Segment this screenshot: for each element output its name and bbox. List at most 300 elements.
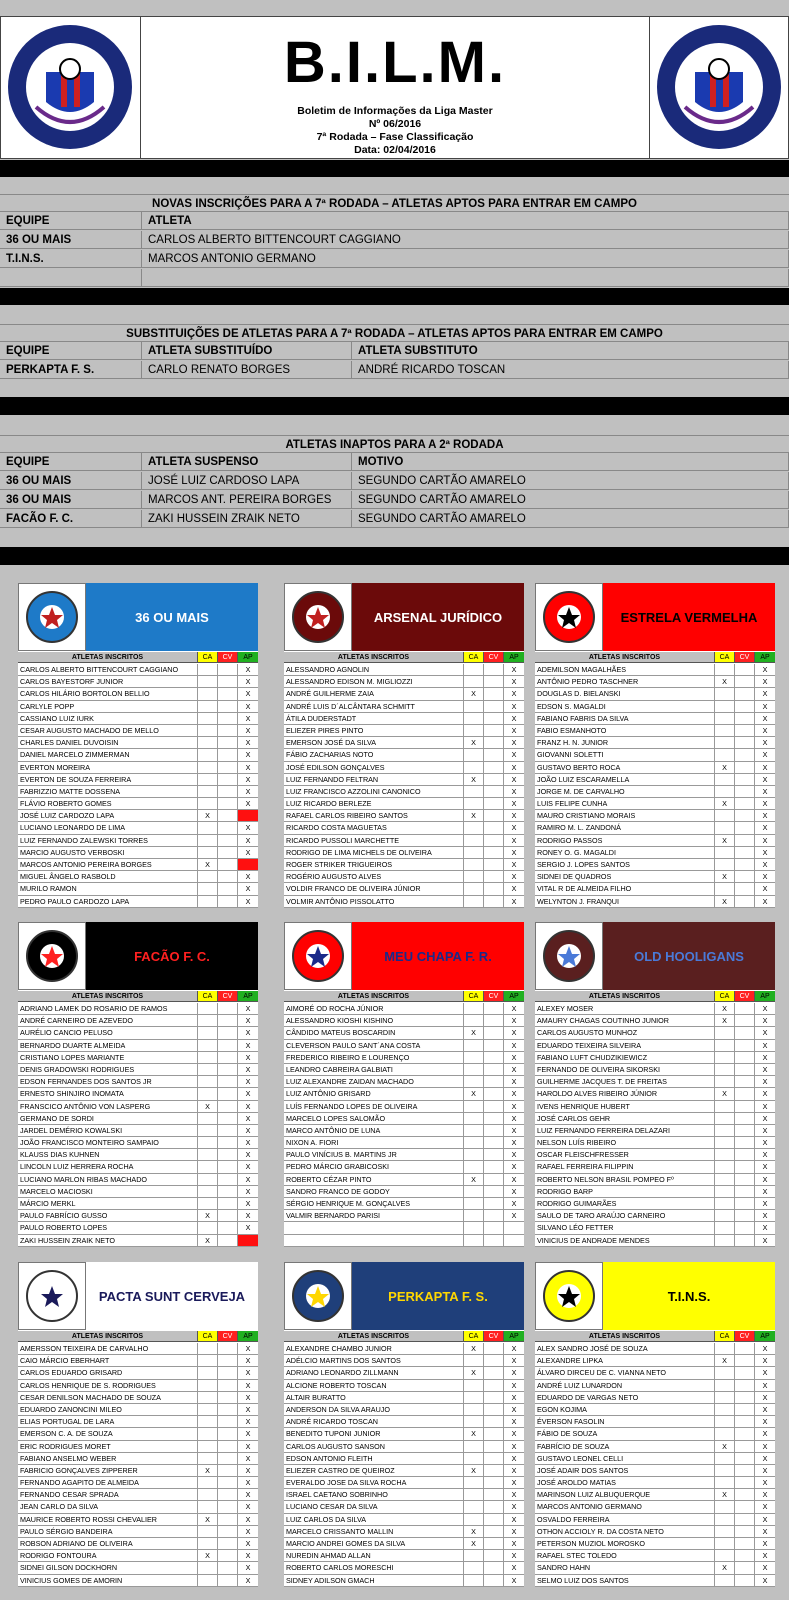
player-ca [198,701,218,712]
player-cv [735,871,755,882]
team-column-headers [284,652,524,663]
player-ca [464,1210,484,1221]
player-row [535,1465,775,1477]
player-ca: X [464,810,484,821]
player-name: LUÍS FERNANDO LOPES DE OLIVEIRA [284,1101,464,1112]
player-name: ALTAIR BURATTO [284,1392,464,1403]
player-ap: X [762,1441,768,1451]
team-name: ARSENAL JURÍDICO [352,583,524,651]
col-header-cv: CV [735,1331,755,1341]
player-ap: X [762,738,768,748]
player-ca [715,737,735,748]
player-ca [715,749,735,760]
player-ca [198,786,218,797]
player-cv [735,701,755,712]
player-row [535,1064,775,1076]
player-row [284,1040,524,1052]
player-name: SERGIO J. LOPES SANTOS [535,859,715,870]
player-ap: X [762,1539,768,1548]
player-ca: X [715,871,735,882]
col-header-atletas: ATLETAS INSCRITOS [18,1331,198,1341]
player-ap: X [762,1004,768,1013]
player-name: MARINSON LUIZ ALBUQUERQUE [535,1489,715,1500]
player-name: MARCELO LOPES SALOMÃO [284,1113,464,1124]
player-ap: X [245,872,251,882]
player-cv [484,1174,504,1185]
player-cv [735,810,755,821]
player-row [535,798,775,810]
player-cv [218,896,238,907]
team-name: FACÃO F. C. [86,922,258,990]
player-ap: X [762,1502,768,1512]
player-ca [198,1137,218,1148]
player-row [18,896,258,908]
player-row [535,871,775,883]
player-ap: X [245,1101,251,1111]
player-name: CARLOS ALBERTO BITTENCOURT CAGGIANO [18,664,198,675]
player-name: EMERSON C. A. DE SOUZA [18,1428,198,1439]
team-column-headers [284,1331,524,1342]
player-cv [218,713,238,724]
inaptos-row: FACÃO F. C. ZAKI HUSSEIN ZRAIK NETO SEGUNDO CARTÃO AMARELO [0,510,789,528]
player-cv [218,1514,238,1525]
player-row [284,1149,524,1161]
player-ca [198,1161,218,1172]
player-row [535,1416,775,1428]
player-ca [198,1040,218,1051]
player-ap: X [762,1478,768,1488]
player-ap: X [511,1563,517,1573]
team-logo-icon [284,922,352,990]
player-cv [484,676,504,687]
player-row [18,749,258,761]
player-ap: X [245,713,251,723]
player-cv [218,1222,238,1233]
player-ca [198,1015,218,1026]
player-ap: X [245,1392,251,1402]
player-ap: X [511,847,517,857]
player-ap: X [245,1344,251,1353]
player-ca [198,1538,218,1549]
player-row [18,664,258,676]
player-ca [198,664,218,675]
player-row [284,1125,524,1137]
player-cv [735,859,755,870]
player-ca [198,1125,218,1136]
player-ca [715,1501,735,1512]
player-name: CARLYLE POPP [18,701,198,712]
player-ap: X [245,1429,251,1439]
player-ap: X [511,1526,517,1536]
player-cv [218,749,238,760]
player-name: GUSTAVO LEONEL CELLI [535,1453,715,1464]
player-row [18,883,258,895]
player-name: EGON KOJIMA [535,1404,715,1415]
player-ca [464,1113,484,1124]
player-ap: X [245,1417,251,1427]
player-cv [484,1355,504,1366]
player-ap: X [762,1514,768,1524]
player-row [535,859,775,871]
player-name: CÂNDIDO MATEUS BOSCARDIN [284,1027,464,1038]
player-cv [484,1015,504,1026]
player-name: RODRIGO GUIMARÃES [535,1198,715,1209]
player-name: NUREDIN AHMAD ALLAN [284,1550,464,1561]
player-row [535,1137,775,1149]
player-cv [484,1125,504,1136]
player-ap: X [245,823,251,833]
player-cv [735,1027,755,1038]
player-ca [715,1235,735,1246]
player-row [18,1538,258,1550]
player-ap: X [762,1429,768,1439]
player-name: LEANDRO CABREIRA GALBIATI [284,1064,464,1075]
player-ap: X [762,725,768,735]
player-ap: X [245,1223,251,1233]
player-row [18,688,258,700]
player-cv [484,1416,504,1427]
player-cv [735,883,755,894]
player-cv [484,1538,504,1549]
player-name: RAFAEL STEC TOLEDO [535,1550,715,1561]
player-ap: X [511,1004,517,1013]
player-row [535,762,775,774]
player-ap: X [511,1089,517,1099]
player-ca [464,1198,484,1209]
player-name: FABRIZZIO MATTE DOSSENA [18,786,198,797]
player-row [284,737,524,749]
player-ap: X [245,1551,251,1561]
player-ca: X [464,1174,484,1185]
player-ca: X [198,1550,218,1561]
col-header-atletas: ATLETAS INSCRITOS [284,652,464,662]
col-header-cv: CV [735,652,755,662]
player-cv [218,835,238,846]
player-ap: X [762,1186,768,1196]
player-name: VALMIR BERNARDO PARISI [284,1210,464,1221]
player-ca [715,1550,735,1561]
player-name: HAROLDO ALVES RIBEIRO JÚNIOR [535,1088,715,1099]
player-ca: X [715,1003,735,1014]
player-ap: X [245,1465,251,1475]
player-ca: X [715,1015,735,1026]
player-cv [735,1137,755,1148]
player-ap: X [245,835,251,845]
player-cv [218,1088,238,1099]
player-ap: X [511,1465,517,1475]
player-row [18,1186,258,1198]
player-name: MARCOS ANTONIO PEREIRA BORGES [18,859,198,870]
player-ca [464,676,484,687]
player-name: JOSÉ ADAIR DOS SANTOS [535,1465,715,1476]
player-ap: X [245,786,251,796]
player-ap: X [245,1441,251,1451]
player-ap: X [245,896,251,906]
player-cv [218,737,238,748]
player-ap: X [511,1101,517,1111]
player-cv [735,676,755,687]
player-cv [484,1064,504,1075]
player-row [284,1210,524,1222]
player-name: FERNANDO CESAR SPRADA [18,1489,198,1500]
player-row [535,1076,775,1088]
player-row [18,1174,258,1186]
player-row [284,1003,524,1015]
player-cv [218,725,238,736]
player-ca [464,1501,484,1512]
player-name: ROBERTO NELSON BRASIL POMPEO Fº [535,1174,715,1185]
player-name: CARLOS HILÁRIO BORTOLON BELLIO [18,688,198,699]
player-ca [198,1064,218,1075]
player-ca [715,1027,735,1038]
player-cv [484,1040,504,1051]
team-name: PERKAPTA F. S. [352,1262,524,1330]
player-cv [484,762,504,773]
player-row [284,1355,524,1367]
player-name: OSVALDO FERREIRA [535,1514,715,1525]
player-cv [218,1101,238,1112]
player-ap: X [511,701,517,711]
player-name: CARLOS HENRIQUE DE S. RODRIGUES [18,1380,198,1391]
player-name: MARCELO CRISSANTO MALLIN [284,1526,464,1537]
player-ap: X [511,1551,517,1561]
player-cv [735,1380,755,1391]
player-cv [218,822,238,833]
player-name: FABIANO LUFT CHUDZIKIEWICZ [535,1052,715,1063]
player-ca [715,1125,735,1136]
player-ap: X [511,1429,517,1439]
player-row [284,896,524,908]
player-ap: X [511,811,517,821]
player-name: CLEVERSON PAULO SANT´ANA COSTA [284,1040,464,1051]
player-name: LUIZ RICARDO BERLEZE [284,798,464,809]
player-cv [484,1137,504,1148]
player-cv [735,1210,755,1221]
player-name: JOÃO LUIZ ESCARAMELLA [535,774,715,785]
player-row [18,1052,258,1064]
player-ap: X [762,823,768,833]
team-logo-icon [18,583,86,651]
team-panel [535,583,775,908]
player-row [535,1538,775,1550]
player-ca [464,1562,484,1573]
col-header-cv: CV [484,652,504,662]
player-ap: X [511,896,517,906]
player-ca [198,1501,218,1512]
player-name: DENIS GRADOWSKI RODRIGUES [18,1064,198,1075]
player-cv [218,676,238,687]
player-name: MARCELO MACIOSKI [18,1186,198,1197]
player-row [18,1137,258,1149]
player-ca [715,688,735,699]
player-ca [464,822,484,833]
player-cv [218,688,238,699]
bulletin-header [0,16,789,159]
player-cv [218,1404,238,1415]
player-name: RAFAEL CARLOS RIBEIRO SANTOS [284,810,464,821]
player-name: ALEXANDRE CHAMBO JUNIOR [284,1343,464,1354]
player-row [535,676,775,688]
player-ca: X [715,1355,735,1366]
player-name: SANDRO FRANCO DE GODOY [284,1186,464,1197]
player-ca [464,835,484,846]
player-ap: X [511,835,517,845]
player-ca [198,1222,218,1233]
player-row [535,1501,775,1513]
player-ap: X [245,1356,251,1366]
player-cv [484,1222,504,1233]
player-ca [715,1514,735,1525]
player-cv [735,1550,755,1561]
player-name: ELIEZER CASTRO DE QUEIROZ [284,1465,464,1476]
player-row [18,1149,258,1161]
player-name: SIDNEI GILSON DOCKHORN [18,1562,198,1573]
player-name: ROGÉRIO AUGUSTO ALVES [284,871,464,882]
player-cv [484,1367,504,1378]
player-ca: X [198,1210,218,1221]
player-name: ELIEZER PIRES PINTO [284,725,464,736]
player-cv [218,1441,238,1452]
player-ap: X [511,725,517,735]
player-row [284,688,524,700]
player-ca: X [715,896,735,907]
player-ap: X [762,762,768,772]
player-ap: X [762,1344,768,1353]
col-header-atletas: ATLETAS INSCRITOS [18,991,198,1001]
player-ap [238,1235,258,1246]
player-ap: X [762,665,768,674]
player-ap: X [245,1380,251,1390]
col-header-ca: CA [198,652,218,662]
player-ap: X [511,1016,517,1026]
player-cv [484,1003,504,1014]
subs-row: PERKAPTA F. S. CARLO RENATO BORGES ANDRÉ RICARDO TOSCAN [0,361,789,379]
player-ca [198,1343,218,1354]
player-cv [735,847,755,858]
player-row [535,1355,775,1367]
player-ap: X [762,1575,768,1585]
player-name: BERNARDO DUARTE ALMEIDA [18,1040,198,1051]
col-header-ap: AP [755,1331,775,1341]
player-ca [715,1465,735,1476]
col-header-ap: AP [504,1331,524,1341]
player-ap: X [245,799,251,809]
player-ap: X [762,786,768,796]
player-ca: X [464,1367,484,1378]
player-ca [715,1064,735,1075]
player-ap: X [511,738,517,748]
player-ca [198,1562,218,1573]
player-ap: X [245,1089,251,1099]
player-name: MARCIO ANDREI GOMES DA SILVA [284,1538,464,1549]
player-name: ADÉLCIO MARTINS DOS SANTOS [284,1355,464,1366]
player-row [18,1161,258,1173]
player-row [284,1380,524,1392]
player-ca [198,896,218,907]
subs-title: SUBSTITUIÇÕES DE ATLETAS PARA A 7ª RODADA – ATLETAS APTOS PARA ENTRAR EM CAMPO [0,324,789,342]
player-ap: X [511,799,517,809]
player-ca [198,1526,218,1537]
player-row [284,1538,524,1550]
player-name: RICARDO COSTA MAGUETAS [284,822,464,833]
player-ca [198,883,218,894]
player-row [284,676,524,688]
player-cv [735,1015,755,1026]
player-ca [464,1003,484,1014]
player-row [535,774,775,786]
player-name: RONEY O. G. MAGALDI [535,847,715,858]
player-name: MIGUEL ÂNGELO RASBOLD [18,871,198,882]
player-name: PEDRO MÁRCIO GRABICOSKI [284,1161,464,1172]
player-row [284,871,524,883]
player-ap: X [511,774,517,784]
player-row [18,810,258,822]
player-row [284,1343,524,1355]
player-cv [218,1186,238,1197]
player-cv [218,1367,238,1378]
player-ap: X [762,1490,768,1500]
player-name: GIOVANNI SOLETTI [535,749,715,760]
novas-row: 36 OU MAIS CARLOS ALBERTO BITTENCOURT CAGGIANO [0,231,789,249]
player-row [284,1562,524,1574]
player-ap: X [511,1162,517,1172]
player-ap: X [245,1539,251,1548]
player-cv [735,1538,755,1549]
player-row [535,1222,775,1234]
player-name: JOSÉ LUIZ CARDOZO LAPA [18,810,198,821]
player-cv [218,786,238,797]
player-cv [484,1210,504,1221]
player-ca: X [198,1465,218,1476]
team-header [284,1262,524,1330]
player-cv [218,1428,238,1439]
player-cv [484,1380,504,1391]
player-ap: X [245,1162,251,1172]
player-cv [218,701,238,712]
player-row [18,1392,258,1404]
player-ap: X [511,1028,517,1038]
player-row [535,1149,775,1161]
col-header-ca: CA [715,991,735,1001]
player-row [535,1125,775,1137]
player-name: VOLMIR ANTÔNIO PISSOLATTO [284,896,464,907]
player-row [284,1489,524,1501]
player-name: ANDERSON DA SILVA ARAUJO [284,1404,464,1415]
player-row [18,1064,258,1076]
player-row [18,1477,258,1489]
player-ca [198,1003,218,1014]
player-cv [484,1027,504,1038]
team-column-headers [18,991,258,1002]
player-row [535,810,775,822]
player-ap: X [762,1077,768,1087]
player-cv [218,1198,238,1209]
col-header-ca: CA [715,1331,735,1341]
player-cv [484,1441,504,1452]
player-row [535,1210,775,1222]
player-name: AURÉLIO CANCIO PELUSO [18,1027,198,1038]
player-ca [715,725,735,736]
player-row [284,1477,524,1489]
bulletin-title: B.I.L.M. [283,30,507,95]
player-name: ALEXANDRE LIPKA [535,1355,715,1366]
player-cv [484,798,504,809]
team-logo-icon [284,1262,352,1330]
player-row [18,1040,258,1052]
player-cv [218,1076,238,1087]
player-name: EDSON S. MAGALDI [535,701,715,712]
player-name: ANTÔNIO PEDRO TASCHNER [535,676,715,687]
